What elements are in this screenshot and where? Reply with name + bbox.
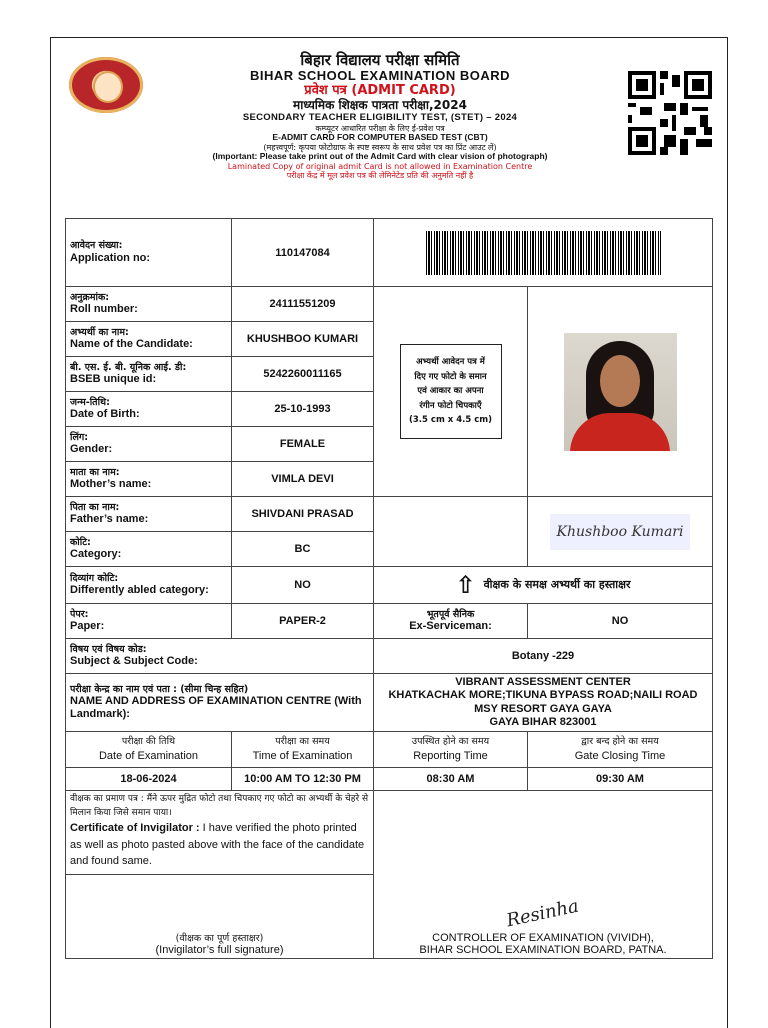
row-category: कोटि: Category: BC	[66, 532, 713, 567]
bseb-logo	[69, 57, 143, 113]
board-name-hindi: बिहार विद्यालय परीक्षा समिति	[300, 51, 460, 69]
invigilator-certificate: वीक्षक का प्रमाण पत्र : मैंने ऊपर मुद्रित फोटो तथा चिपकाए गए फोटो का अभ्यर्थी के चेहरे से मिलान किया जिसे समान पाया। Certificate of Invigilator : I have verified the photo printed as well as photo pasted above with the face of the candidate and found same.	[66, 791, 374, 875]
application-number: 110147084	[232, 219, 374, 287]
laminated-hindi: परीक्षा केंद्र में मूल प्रवेश पत्र की लेमिनेटेड प्रति की अनुमति नहीं है	[286, 170, 474, 180]
photo-instruction-box: अभ्यर्थी आवेदन पत्र में दिए गए फोटो के समान एवं आकार का अपना रंगीन फोटो चिपकाएँ (3.5 cm x 4.5 cm)	[400, 344, 502, 438]
mother-name: VIMLA DEVI	[232, 462, 374, 497]
important-hindi: (महत्त्वपूर्ण: कृपया फोटोग्राफ के स्पष्ट स्वरूप के साथ प्रवेश पत्र का प्रिंट आउट लें)	[263, 142, 497, 152]
invigilator-signature-cell: (वीक्षक का पूर्ण हस्ताक्षर) (Invigilator’s full signature)	[66, 875, 374, 959]
exam-name-english: SECONDARY TEACHER ELIGIBILITY TEST, (STET) – 2024	[242, 111, 518, 123]
exam-centre-address: VIBRANT ASSESSMENT CENTER KHATKACHAK MORE;TIKUNA BYPASS ROAD;NAILI ROAD MSY RESORT GAYA GAYA GAYA BIHAR 823001	[374, 674, 713, 732]
row-subject: विषय एवं विषय कोड: Subject & Subject Code: Botany -229	[66, 639, 713, 674]
ex-serviceman: NO	[528, 604, 713, 639]
bseb-unique-id: 5242260011165	[232, 357, 374, 392]
date-of-birth: 25-10-1993	[232, 392, 374, 427]
photo-instruction-cell	[374, 287, 528, 497]
important-english: (Important: Please take print out of the Admit Card with clear vision of photograph)	[212, 150, 548, 161]
candidate-name: KHUSHBOO KUMARI	[232, 322, 374, 357]
row-gender: लिंग: Gender: FEMALE	[66, 427, 713, 462]
category: BC	[232, 532, 374, 567]
exam-name-hindi: माध्यमिक शिक्षक पात्रता परीक्षा,2024	[293, 98, 467, 113]
row-certificate	[66, 791, 713, 875]
row-disabled: दिव्यांग कोटि: Differently abled category: NO ⇧ वीक्षक के समक्ष अभ्यर्थी का हस्ताक्षर	[66, 567, 713, 604]
laminated-english: Laminated Copy of original admit Card is not allowed in Examination Centre	[227, 161, 533, 171]
candidate-photo-cell	[528, 287, 713, 497]
paper: PAPER-2	[232, 604, 374, 639]
gender: FEMALE	[232, 427, 374, 462]
candidate-signature: Khushboo Kumari	[550, 514, 690, 550]
row-bseb: बी. एस. ई. बी. यूनिक आई. डी: BSEB unique id: 5242260011165	[66, 357, 713, 392]
row-roll: अनुक्रमांक: Roll number: 24111551209 अभ्यर्थी आवेदन पत्र में दिए गए फोटो के समान एवं आकार का अपना रंगीन फोटो चिपकाएँ (3.5 cm x 4.5 cm)	[66, 287, 713, 322]
subject-code: Botany -229	[374, 639, 713, 674]
barcode-cell	[374, 219, 713, 287]
cbt-english: E-ADMIT CARD FOR COMPUTER BASED TEST (CBT)	[272, 132, 488, 143]
admit-card-table	[65, 218, 713, 959]
controller-signature: Resinha	[505, 895, 581, 932]
reporting-time: 08:30 AM	[374, 768, 528, 791]
roll-number: 24111551209	[232, 287, 374, 322]
disabled-category: NO	[232, 567, 374, 604]
board-name-english: BIHAR SCHOOL EXAMINATION BOARD	[249, 68, 511, 84]
qr-code	[628, 71, 712, 155]
signature-note: ⇧ वीक्षक के समक्ष अभ्यर्थी का हस्ताक्षर	[374, 567, 713, 604]
barcode	[426, 231, 661, 275]
exam-date: 18-06-2024	[66, 768, 232, 791]
up-arrow-icon: ⇧	[455, 571, 476, 599]
card-header	[150, 52, 610, 180]
admit-card-title: प्रवेश पत्र (ADMIT CARD)	[304, 83, 456, 99]
row-application: आवेदन संख्या: Application no: 110147084	[66, 219, 713, 287]
row-schedule-values	[66, 768, 713, 791]
row-centre: परीक्षा केन्द्र का नाम एवं पता : (सीमा चिन्ह सहित) NAME AND ADDRESS OF EXAMINATION CENTRE (With Landmark): VIBRANT ASSESSMENT CENTER KHATKACHAK MORE;TIKUNA BYPASS ROAD;NAILI ROAD MSY RESORT GAYA GAYA GAYA BIHAR 823001	[66, 674, 713, 732]
row-schedule-headers: परीक्षा की तिथि Date of Examination परीक्षा का समय Time of Examination उपस्थित होने का समय Reporting Time द्वार बन्द होने का समय Gate Closing Time	[66, 732, 713, 768]
controller-signature-cell: Resinha CONTROLLER OF EXAMINATION (VIVIDH), BIHAR SCHOOL EXAMINATION BOARD, PATNA.	[374, 791, 713, 959]
exam-time: 10:00 AM TO 12:30 PM	[232, 768, 374, 791]
row-dob: जन्म-तिथि: Date of Birth: 25-10-1993	[66, 392, 713, 427]
father-name: SHIVDANI PRASAD	[232, 497, 374, 532]
row-father: पिता का नाम: Father’s name: SHIVDANI PRASAD Khushboo Kumari	[66, 497, 713, 532]
cbt-hindi: कम्प्यूटर आधारित परीक्षा के लिए ई-प्रवेश पत्र	[315, 123, 445, 133]
row-name: अभ्यर्थी का नाम: Name of the Candidate: KHUSHBOO KUMARI	[66, 322, 713, 357]
gate-closing-time: 09:30 AM	[528, 768, 713, 791]
row-paper: पेपर: Paper: PAPER-2 भूतपूर्व सैनिक Ex-Serviceman: NO	[66, 604, 713, 639]
candidate-photo	[564, 333, 677, 451]
row-mother: माता का नाम: Mother’s name: VIMLA DEVI	[66, 462, 713, 497]
candidate-signature-cell	[528, 497, 713, 567]
